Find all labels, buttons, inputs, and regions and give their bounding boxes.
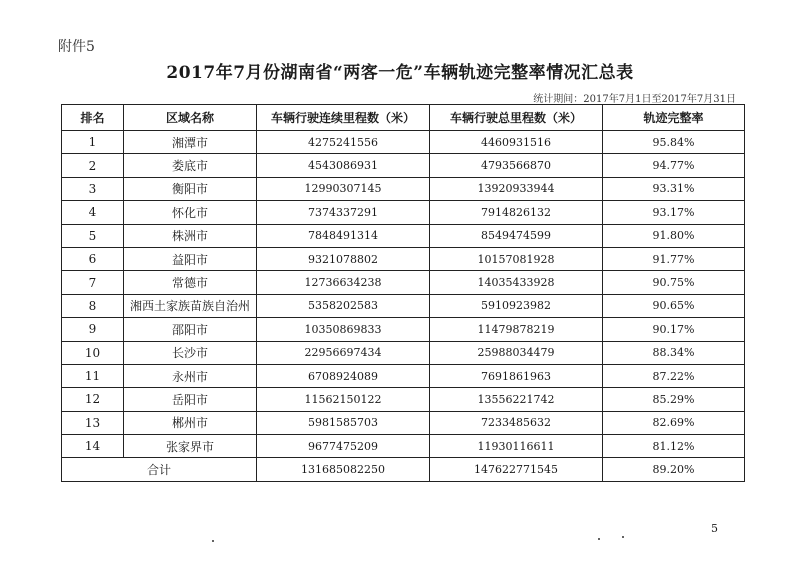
attachment-label: 附件5 — [58, 39, 95, 55]
rate-cell: 91.80% — [603, 224, 745, 247]
summary-table — [61, 104, 745, 482]
rate-cell: 82.69% — [603, 411, 745, 434]
table-row — [62, 411, 745, 434]
continuous-mileage-cell: 12736634238 — [257, 271, 430, 294]
rate-cell: 90.65% — [603, 294, 745, 317]
header-completeness-rate: 轨迹完整率 — [603, 105, 745, 131]
total-mileage-cell: 14035433928 — [430, 271, 603, 294]
rate-cell: 90.75% — [603, 271, 745, 294]
total-continuous-mileage-cell: 131685082250 — [257, 458, 430, 481]
total-mileage-cell: 5910923982 — [430, 294, 603, 317]
total-mileage-cell: 11479878219 — [430, 318, 603, 341]
rank-cell: 1 — [62, 131, 124, 154]
rank-cell: 14 — [62, 435, 124, 458]
table-row — [62, 131, 745, 154]
continuous-mileage-cell: 9321078802 — [257, 247, 430, 270]
table-row — [62, 201, 745, 224]
rank-cell: 3 — [62, 177, 124, 200]
rate-cell: 91.77% — [603, 247, 745, 270]
continuous-mileage-cell: 12990307145 — [257, 177, 430, 200]
total-mileage-cell: 4793566870 — [430, 154, 603, 177]
rate-cell: 81.12% — [603, 435, 745, 458]
total-label-cell: 合计 — [62, 458, 257, 481]
rate-cell: 95.84% — [603, 131, 745, 154]
rank-cell: 13 — [62, 411, 124, 434]
table-row — [62, 364, 745, 387]
rank-cell: 12 — [62, 388, 124, 411]
rank-cell: 6 — [62, 247, 124, 270]
region-cell: 怀化市 — [124, 201, 257, 224]
rate-cell: 85.29% — [603, 388, 745, 411]
continuous-mileage-cell: 9677475209 — [257, 435, 430, 458]
continuous-mileage-cell: 7848491314 — [257, 224, 430, 247]
region-cell: 湘西土家族苗族自治州 — [124, 294, 257, 317]
header-continuous-mileage: 车辆行驶连续里程数（米） — [257, 105, 430, 131]
scan-speck — [622, 536, 624, 538]
rate-cell: 94.77% — [603, 154, 745, 177]
region-cell: 益阳市 — [124, 247, 257, 270]
rank-cell: 2 — [62, 154, 124, 177]
table-row — [62, 271, 745, 294]
rank-cell: 9 — [62, 318, 124, 341]
table-row — [62, 247, 745, 270]
region-cell: 岳阳市 — [124, 388, 257, 411]
header-total-mileage: 车辆行驶总里程数（米） — [430, 105, 603, 131]
total-mileage-cell: 4460931516 — [430, 131, 603, 154]
page-number: 5 — [711, 522, 718, 535]
table-row — [62, 154, 745, 177]
continuous-mileage-cell: 6708924089 — [257, 364, 430, 387]
table-row — [62, 294, 745, 317]
statistics-period: 统计期间：2017年7月1日至2017年7月31日 — [533, 94, 736, 105]
continuous-mileage-cell: 4275241556 — [257, 131, 430, 154]
total-row — [62, 458, 745, 481]
rank-cell: 5 — [62, 224, 124, 247]
table-row — [62, 224, 745, 247]
scan-speck — [212, 540, 214, 542]
continuous-mileage-cell: 11562150122 — [257, 388, 430, 411]
region-cell: 郴州市 — [124, 411, 257, 434]
rate-cell: 90.17% — [603, 318, 745, 341]
continuous-mileage-cell: 7374337291 — [257, 201, 430, 224]
rank-cell: 4 — [62, 201, 124, 224]
continuous-mileage-cell: 4543086931 — [257, 154, 430, 177]
total-mileage-cell: 8549474599 — [430, 224, 603, 247]
region-cell: 长沙市 — [124, 341, 257, 364]
rank-cell: 7 — [62, 271, 124, 294]
total-mileage-cell: 7233485632 — [430, 411, 603, 434]
total-mileage-cell: 11930116611 — [430, 435, 603, 458]
table-row — [62, 435, 745, 458]
page-title: 2017年7月份湖南省“两客一危”车辆轨迹完整率情况汇总表 — [166, 63, 634, 83]
rate-cell: 93.17% — [603, 201, 745, 224]
continuous-mileage-cell: 5358202583 — [257, 294, 430, 317]
continuous-mileage-cell: 22956697434 — [257, 341, 430, 364]
rate-cell: 88.34% — [603, 341, 745, 364]
table-row — [62, 177, 745, 200]
rank-cell: 10 — [62, 341, 124, 364]
region-cell: 株洲市 — [124, 224, 257, 247]
total-mileage-cell: 10157081928 — [430, 247, 603, 270]
total-mileage-cell: 25988034479 — [430, 341, 603, 364]
table-row — [62, 388, 745, 411]
table-body — [62, 131, 745, 482]
rate-cell: 93.31% — [603, 177, 745, 200]
total-rate-cell: 89.20% — [603, 458, 745, 481]
rate-cell: 87.22% — [603, 364, 745, 387]
table-header-row — [62, 105, 745, 131]
total-total-mileage-cell: 147622771545 — [430, 458, 603, 481]
total-mileage-cell: 13556221742 — [430, 388, 603, 411]
region-cell: 邵阳市 — [124, 318, 257, 341]
region-cell: 常德市 — [124, 271, 257, 294]
rank-cell: 11 — [62, 364, 124, 387]
continuous-mileage-cell: 5981585703 — [257, 411, 430, 434]
region-cell: 娄底市 — [124, 154, 257, 177]
region-cell: 湘潭市 — [124, 131, 257, 154]
region-cell: 衡阳市 — [124, 177, 257, 200]
header-rank: 排名 — [62, 105, 124, 131]
header-region: 区域名称 — [124, 105, 257, 131]
table-row — [62, 341, 745, 364]
total-mileage-cell: 7914826132 — [430, 201, 603, 224]
total-mileage-cell: 13920933944 — [430, 177, 603, 200]
total-mileage-cell: 7691861963 — [430, 364, 603, 387]
continuous-mileage-cell: 10350869833 — [257, 318, 430, 341]
region-cell: 永州市 — [124, 364, 257, 387]
table-row — [62, 318, 745, 341]
rank-cell: 8 — [62, 294, 124, 317]
region-cell: 张家界市 — [124, 435, 257, 458]
scan-speck — [598, 538, 600, 540]
